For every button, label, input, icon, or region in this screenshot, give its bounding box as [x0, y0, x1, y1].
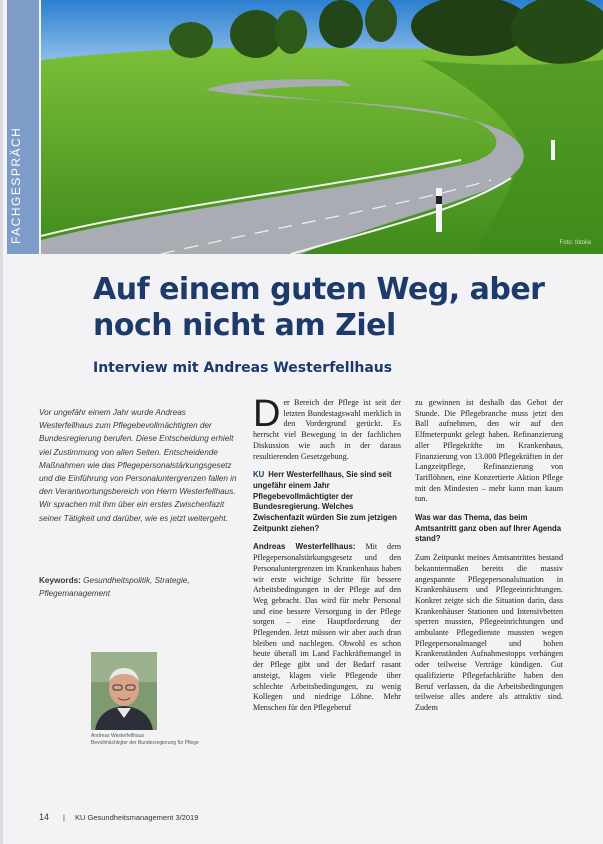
- intro-text: er Bereich der Pflege ist seit der letzten Bundestagswahl merklich in den Vordergrund gerückt. Es herrscht viel Bewegung in der fachlichen Diskussion wie auch in der daraus resultierenden Gesetzgebung.: [253, 398, 401, 461]
- article-subhead: Interview mit Andreas Westerfellhaus: [93, 360, 393, 376]
- publication-name: KU Gesundheitsmanagement 3/2019: [74, 812, 199, 822]
- question-1: [253, 470, 401, 534]
- article-headline: Auf einem guten Weg, aber noch nicht am Ziel: [93, 272, 545, 343]
- section-label: FACHGESPRÄCH: [9, 126, 23, 244]
- portrait-caption: [91, 733, 251, 747]
- footer-separator: |: [63, 812, 65, 822]
- answer-2: Zum Zeitpunkt meines Amtsantrittes bestand bekanntermaßen bereits die massiv angespannte Pflegepersonalsituation in Krankenhäusern und Pflegeeinrichtungen. Konkret zeigte sich die Situation darin, dass Krankenhäuser Stationen und Intensivbetten sperren mussten, Pflegeeinrichtungen und ambulante Pflegedienste mussten wegen Pflegepersonalmangel und hohen Krankenständen Aufnahmestopps verhängen oder teilweise Verträge kündigen. Gut qualifizierte Pflegefachkräfte haben den Beruf verlassen, da die Arbeitsbedingungen teilweise alles andere als attraktiv sind. Zudem: [415, 553, 563, 712]
- question-marker: KU: [253, 470, 265, 480]
- body-column-right: [415, 398, 563, 722]
- person-portrait-image: [91, 652, 157, 730]
- caption-role: Bevollmächtigter der Bundesregierung für Pflege: [91, 740, 199, 746]
- section-tab: [7, 0, 39, 254]
- answer-1: [253, 542, 401, 713]
- drop-cap: D: [253, 393, 281, 435]
- page-number: 14: [39, 812, 50, 822]
- answer-speaker: Andreas Westerfellhaus:: [253, 542, 356, 552]
- hero-photo-winding-road: [41, 0, 603, 254]
- keywords-text: Gesundheitspolitik, Strategie, Pflegemanagement: [39, 576, 190, 598]
- question-2: Was war das Thema, das beim Amtsantritt ganz oben auf Ihrer Agenda stand?: [415, 513, 562, 544]
- photo-credit: Foto: fotolia: [559, 240, 591, 246]
- answer-1-continued: zu gewinnen ist deshalb das Gebot der Stunde. Die Pflegebranche muss jetzt den Ball aufnehmen, den wir auf den Elfmeterpunkt gelegt haben. Refinanzierung aller Pflegekräfte im Krankenhaus, Finanzierung von 13.000 Pflegekräften in der Langzeitpflege, Refinanzierung von Tariflöhnen, eine Konzertierte Aktion Pflege mit den Mindesten – mehr kann man kaum tun.: [415, 398, 563, 504]
- page-footer: [39, 812, 198, 822]
- question-1-text: Herr Westerfellhaus, Sie sind seit ungefähr einem Jahr Pflegebevollmächtigter der Bundesregierung. Welches Zwischenfazit würden Sie zum jetzigen Zeitpunkt ziehen?: [253, 470, 397, 533]
- caption-name: Andreas Westerfellhaus: [91, 733, 144, 739]
- intro-paragraph: [253, 393, 401, 462]
- keywords-label: Keywords:: [39, 576, 81, 585]
- road-landscape-image: [41, 0, 603, 254]
- keywords: [39, 575, 237, 600]
- portrait-photo: [91, 652, 157, 730]
- body-column-middle: [253, 393, 401, 722]
- article-lead: Vor ungefähr einem Jahr wurde Andreas Westerfellhaus zum Pflegebevollmächtigten der Bundesregierung berufen. Diese Entscheidung erhielt viel Zustimmung von allen Seiten. Entscheidende Maßnahmen wie das Pflegepersonalstärkungsgesetz und die Einführung von Personaluntergrenzen fallen in den Verantwortungsbereich von Herrn Westerfellhaus. Wir sprachen mit ihm über ein erstes Zwischenfazit seiner Tätigkeit und darüber, wie es jetzt weitergeht.: [39, 408, 237, 523]
- answer-1-text: Mit dem Pflegepersonalstärkungsgesetz und den Personaluntergrenzen im Krankenhaus haben wir erste wichtige Schritte für bessere Arbeitsbedingungen in der Pflege auf den Weg gebracht. Das wird für mehr Personal und eine bessere Versorgung in der Pflege sorgen – eine Hauptforderung der Pflegenden. Jetzt müssen wir aber auch dran bleiben und nachlegen. Obwohl es schon heute überall im Land Fachkräftemangel in der Pflege gibt und der Bedarf rasant ansteigt, klagen viele Pflegende über schlechte Arbeitsbedingungen, zu wenig Kollegen und niedrige Löhne. Mehr Menschen für den Pflegeberuf: [253, 542, 401, 712]
